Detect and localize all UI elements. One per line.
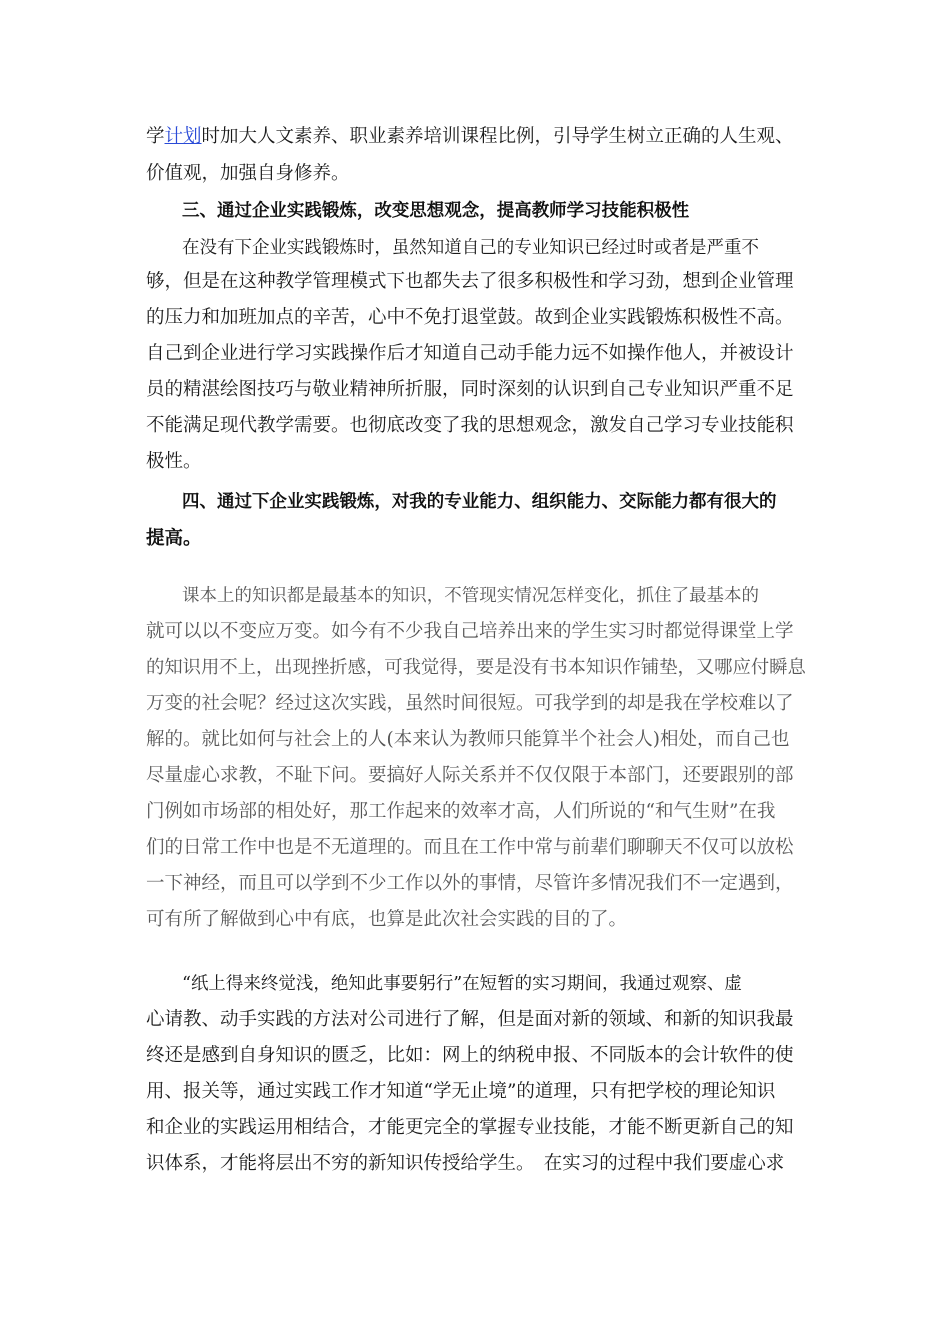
section-4-para-1-line: 可有所了解做到心中有底，也算是此次社会实践的目的了。 <box>146 909 628 930</box>
section-3-line: 极性。 <box>146 451 202 472</box>
section-4-para-2-line: 和企业的实践运用相结合，才能更完全的掌握专业技能，才能不断更新自己的知 <box>146 1117 794 1138</box>
section-3-heading: 三、通过企业实践锻炼，改变思想观念，提高教师学习技能积极性 <box>182 201 690 221</box>
section-4-para-1-line: 解的。就比如何与社会上的人(本来认为教师只能算半个社会人)相处，而自己也 <box>146 729 790 750</box>
section-4-para-2-line: 识体系，才能将层出不穷的新知识传授给学生。 在实习的过程中我们要虚心求 <box>146 1153 785 1174</box>
section-4-para-1-line: 尽量虚心求教，不耻下问。要搞好人际关系并不仅仅限于本部门，还要跟别的部 <box>146 765 794 786</box>
section-3-line: 员的精湛绘图技巧与敬业精神所折服，同时深刻的认识到自己专业知识严重不足 <box>146 379 794 400</box>
section-4-para-1-line: 课本上的知识都是最基本的知识，不管现实情况怎样变化，抓住了最基本的 <box>182 586 759 606</box>
section-4-para-1-line: 门例如市场部的相处好，那工作起来的效率才高，人们所说的“和气生财”在我 <box>146 801 776 822</box>
section-3-line: 的压力和加班加点的辛苦，心中不免打退堂鼓。故到企业实践锻炼积极性不高。 <box>146 307 794 328</box>
section-3-line: 自己到企业进行学习实践操作后才知道自己动手能力远不如操作他人，并被设计 <box>146 343 794 364</box>
section-3-line: 够，但是在这种教学管理模式下也都失去了很多积极性和学习劲，想到企业管理 <box>146 271 794 292</box>
section-4-para-1-line: 的知识用不上，出现挫折感，可我觉得，要是没有书本知识作铺垫，又哪应付瞬息 <box>146 657 806 678</box>
intro-line-1 <box>146 125 806 149</box>
section-4-para-1-line: 一下神经，而且可以学到不少工作以外的事情，尽管许多情况我们不一定遇到， <box>146 873 794 894</box>
section-4-para-1-line: 就可以以不变应万变。如今有不少我自己培养出来的学生实习时都觉得课堂上学 <box>146 621 794 642</box>
plan-link[interactable]: 计划 <box>164 126 202 147</box>
section-3-line: 在没有下企业实践锻炼时，虽然知道自己的专业知识已经过时或者是严重不 <box>182 238 759 258</box>
intro-line-2: 价值观，加强自身修养。 <box>146 163 350 184</box>
section-4-heading-line-2: 提高。 <box>146 528 202 549</box>
section-4-para-1-line: 们的日常工作中也是不无道理的。而且在工作中常与前辈们聊聊天不仅可以放松 <box>146 837 794 858</box>
section-4-heading-line-1: 四、通过下企业实践锻炼，对我的专业能力、组织能力、交际能力都有很大的 <box>182 492 777 512</box>
section-4-para-2-line: 终还是感到自身知识的匮乏，比如：网上的纳税申报、不同版本的会计软件的使 <box>146 1045 794 1066</box>
section-4-para-2-line: 心请教、动手实践的方法对公司进行了解，但是面对新的领域、和新的知识我最 <box>146 1009 794 1030</box>
section-4-para-1-line: 万变的社会呢？经过这次实践，虽然时间很短。可我学到的却是我在学校难以了 <box>146 693 794 714</box>
intro-text-post: 时加大人文素养、职业素养培训课程比例，引导学生树立正确的人生观、 <box>201 126 794 147</box>
section-4-para-2-line: “纸上得来终觉浅，绝知此事要躬行”在短暂的实习期间，我通过观察、虚 <box>182 974 742 994</box>
section-3-line: 不能满足现代教学需要。也彻底改变了我的思想观念，激发自己学习专业技能积 <box>146 415 794 436</box>
section-4-para-2-line: 用、报关等，通过实践工作才知道“学无止境”的道理，只有把学校的理论知识 <box>146 1081 776 1102</box>
intro-text-pre: 学 <box>146 126 165 147</box>
